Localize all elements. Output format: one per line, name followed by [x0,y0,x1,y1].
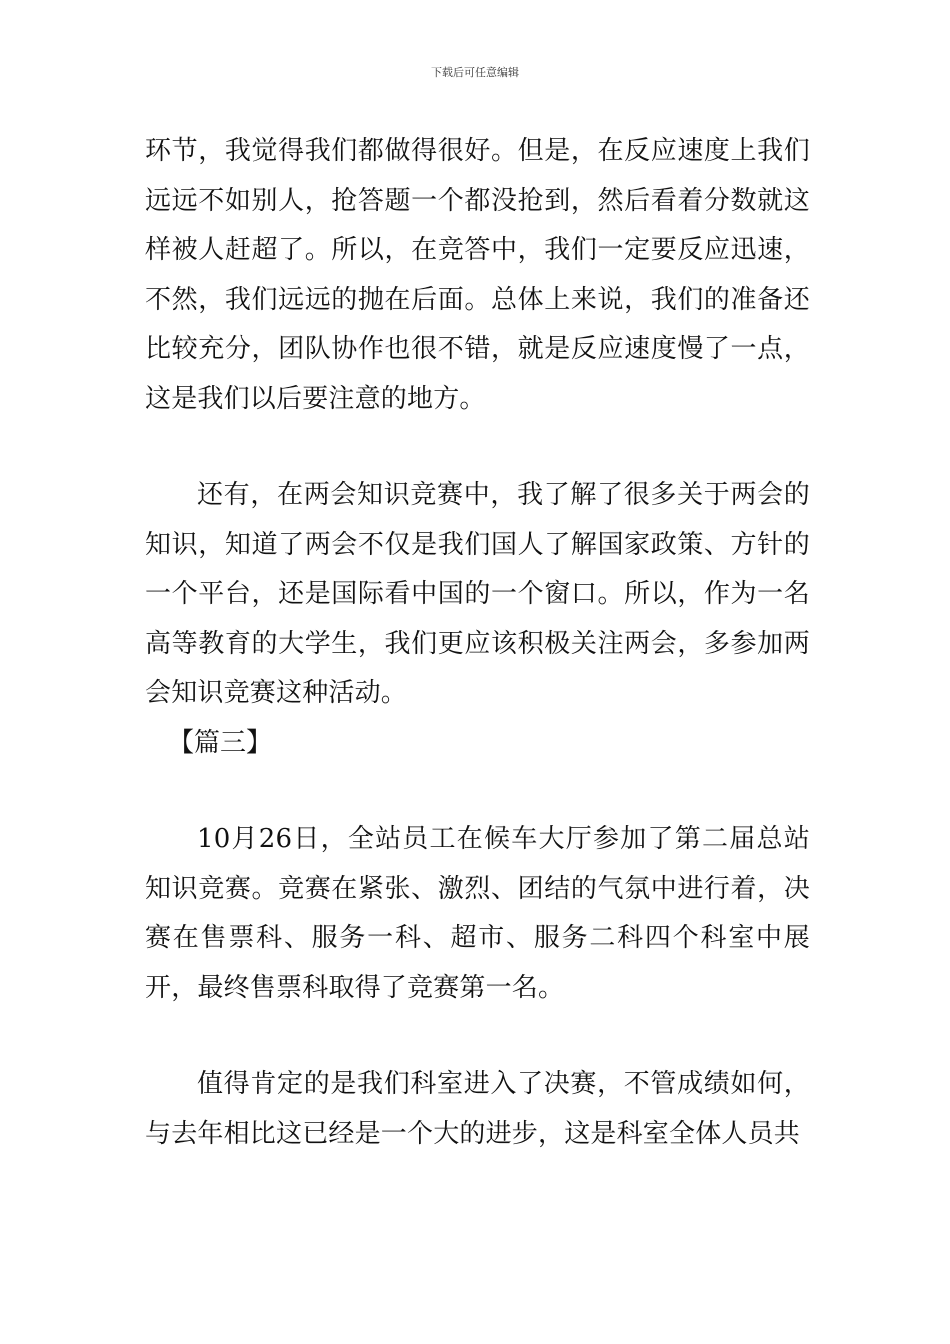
section-heading: 【篇三】 [168,727,273,758]
paragraph-competition: 10月26日，全站员工在候车大厅参加了第二届总站知识竞赛。竞赛在紧张、激烈、团结的气氛中进行着，决赛在售票科、服务一科、超市、服务二科四个科室中展开，最终售票科取得了竞赛第一名。 [145,824,810,1003]
document-body [145,127,810,1159]
paragraph-affirmation: 值得肯定的是我们科室进入了决赛，不管成绩如何，与去年相比这已经是一个大的进步，这是科室全体人员共 [145,1069,810,1149]
page-header: 下载后可任意编辑 [431,66,519,79]
paragraph-continuation: 环节，我觉得我们都做得很好。但是，在反应速度上我们远远不如别人，抢答题一个都没抢到，然后看着分数就这样被人赶超了。所以，在竞答中，我们一定要反应迅速，不然，我们远远的抛在后面。总体上来说，我们的准备还比较充分，团队协作也很不错，就是反应速度慢了一点，这是我们以后要注意的地方。 [145,136,810,414]
paragraph-two-sessions: 还有，在两会知识竞赛中，我了解了很多关于两会的知识，知道了两会不仅是我们国人了解国家政策、方针的一个平台，还是国际看中国的一个窗口。所以，作为一名高等教育的大学生，我们更应该积极关注两会，多参加两会知识竞赛这种活动。 [145,480,810,708]
